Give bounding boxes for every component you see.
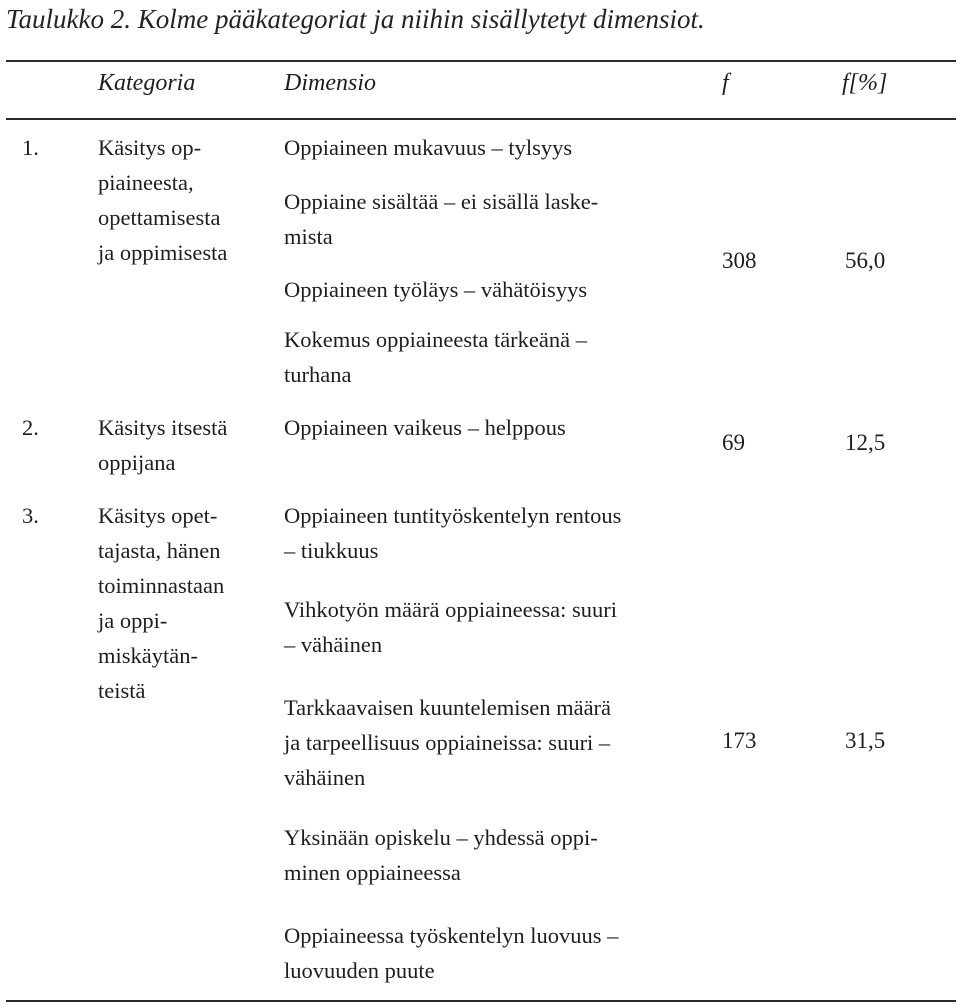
bottom-rule bbox=[6, 1000, 956, 1002]
category-line: Käsitys itsestä bbox=[98, 415, 228, 440]
dimension-line: Oppiaineen työläys – vähätöisyys bbox=[284, 277, 588, 302]
header-f: f bbox=[722, 70, 729, 96]
category-line: teistä bbox=[98, 678, 146, 703]
dimension-line: minen oppiaineessa bbox=[284, 860, 461, 885]
category-line: ja oppimisesta bbox=[98, 240, 228, 265]
category-line: oppijana bbox=[98, 450, 176, 475]
f-percent-value: 56,0 bbox=[845, 248, 886, 273]
f-value: 173 bbox=[722, 728, 757, 753]
dimension-line: Oppiaineen vaikeus – helppous bbox=[284, 415, 566, 440]
dimension-line: Kokemus oppiaineesta tärkeänä – bbox=[284, 327, 588, 352]
category-line: miskäytän- bbox=[98, 643, 198, 668]
dimension-line: Yksinään opiskelu – yhdessä oppi- bbox=[284, 825, 598, 850]
dimension-line: luovuuden puute bbox=[284, 958, 435, 983]
category-cell bbox=[98, 498, 224, 708]
category-line: ja oppi- bbox=[98, 608, 168, 633]
dimension-line: Vihkotyön määrä oppiaineessa: suuri bbox=[284, 597, 617, 622]
row-number: 1. bbox=[22, 135, 39, 160]
category-line: opettamisesta bbox=[98, 205, 221, 230]
category-cell bbox=[98, 130, 227, 270]
dimension-line: Oppiaineen mukavuus – tylsyys bbox=[284, 135, 573, 160]
dimension-cell bbox=[284, 130, 572, 165]
f-percent-value: 12,5 bbox=[845, 430, 886, 455]
dimension-cell bbox=[284, 184, 598, 254]
dimension-line: vähäinen bbox=[284, 765, 366, 790]
dimension-cell bbox=[284, 410, 566, 445]
category-line: piaineesta, bbox=[98, 170, 194, 195]
header-f-percent: f[%] bbox=[842, 70, 888, 96]
f-value: 69 bbox=[722, 430, 745, 455]
header-rule bbox=[6, 118, 956, 120]
dimension-cell bbox=[284, 322, 587, 392]
dimension-cell bbox=[284, 820, 598, 890]
dimension-line: ja tarpeellisuus oppiaineissa: suuri – bbox=[284, 730, 611, 755]
dimension-cell bbox=[284, 690, 611, 795]
f-percent-value: 31,5 bbox=[845, 728, 886, 753]
category-line: Käsitys op- bbox=[98, 135, 202, 160]
dimension-line: Oppiaineen tuntityöskentelyn rentous bbox=[284, 503, 622, 528]
row-number: 2. bbox=[22, 415, 39, 440]
dimension-line: turhana bbox=[284, 362, 352, 387]
dimension-line: – tiukkuus bbox=[284, 538, 379, 563]
dimension-cell bbox=[284, 272, 587, 307]
category-line: Käsitys opet- bbox=[98, 503, 218, 528]
dimension-line: Oppiaineessa työskentelyn luovuus – bbox=[284, 923, 619, 948]
table-caption: Taulukko 2. Kolme pääkategoriat ja niihin sisällytetyt dimensiot. bbox=[6, 4, 705, 34]
top-rule bbox=[6, 60, 956, 62]
dimension-line: mista bbox=[284, 224, 333, 249]
dimension-cell bbox=[284, 918, 618, 988]
f-value: 308 bbox=[722, 248, 757, 273]
category-line: toiminnastaan bbox=[98, 573, 225, 598]
dimension-cell bbox=[284, 592, 617, 662]
dimension-line: Oppiaine sisältää – ei sisällä laske- bbox=[284, 189, 599, 214]
dimension-cell bbox=[284, 498, 621, 568]
header-dimensio: Dimensio bbox=[284, 70, 376, 96]
dimension-line: – vähäinen bbox=[284, 632, 383, 657]
category-cell bbox=[98, 410, 227, 480]
category-line: tajasta, hänen bbox=[98, 538, 221, 563]
header-kategoria: Kategoria bbox=[98, 70, 196, 96]
dimension-line: Tarkkaavaisen kuuntelemisen määrä bbox=[284, 695, 612, 720]
row-number: 3. bbox=[22, 503, 39, 528]
